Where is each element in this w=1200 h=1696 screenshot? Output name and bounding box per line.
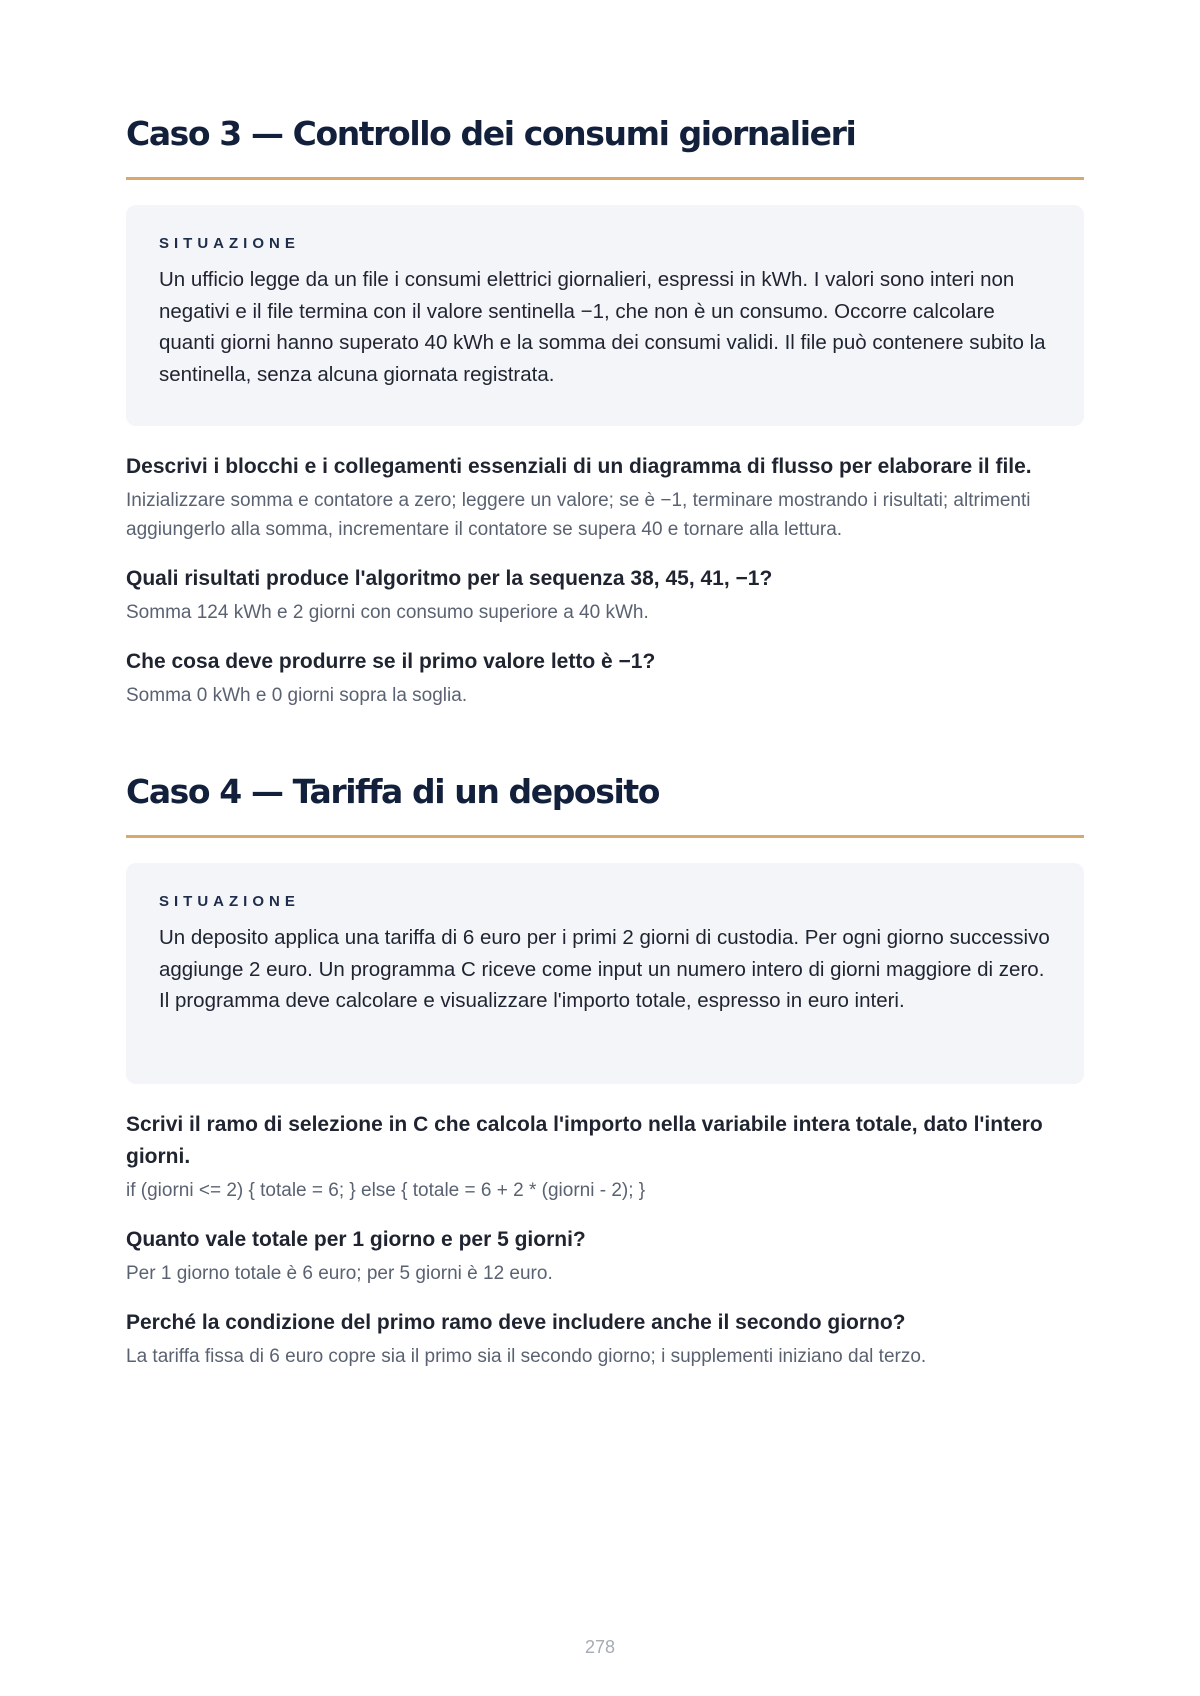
qa-item: [126, 646, 1084, 710]
situation-text: Un ufficio legge da un file i consumi elettrici giornalieri, espressi in kWh. I valori sono interi non negativi e il file termina con il valore sentinella −1, che non è un consumo. Occorre calcolare quanti giorni hanno superato 40 kWh e la somma dei consumi validi. Il file può contenere subito la sentinella, senza alcuna giornata registrata.: [159, 268, 1046, 386]
question: Quali risultati produce l'algoritmo per la sequenza 38, 45, 41, −1?: [126, 567, 773, 590]
title-divider: [126, 177, 1084, 180]
question: Perché la condizione del primo ramo deve includere anche il secondo giorno?: [126, 1311, 906, 1334]
answer: if (giorni <= 2) { totale = 6; } else { totale = 6 + 2 * (giorni - 2); }: [126, 1180, 646, 1201]
answer: Somma 0 kWh e 0 giorni sopra la soglia.: [126, 685, 468, 706]
answer: Per 1 giorno totale è 6 euro; per 5 giorni è 12 euro.: [126, 1263, 553, 1284]
situation-label: SITUAZIONE: [159, 235, 300, 252]
case-section-4: [126, 770, 1084, 1371]
situation-text: Un deposito applica una tariffa di 6 euro per i primi 2 giorni di custodia. Per ogni giorno successivo aggiunge 2 euro. Un programma C riceve come input un numero intero di giorni maggiore di zero. Il programma deve calcolare e visualizzare l'importo totale, espresso in euro interi.: [159, 926, 1050, 1012]
qa-item: [126, 1109, 1084, 1205]
answer: Inizializzare somma e contatore a zero; leggere un valore; se è −1, terminare mostrando i risultati; altrimenti aggiungerlo alla somma, incrementare il contatore se supera 40 e tornare alla lettura.: [126, 490, 1031, 540]
situation-box: [126, 205, 1084, 426]
question: Che cosa deve produrre se il primo valore letto è −1?: [126, 650, 656, 673]
title-divider: [126, 835, 1084, 838]
case-title: Caso 3 — Controllo dei consumi giornalieri: [126, 114, 856, 153]
case-title: Caso 4 — Tariffa di un deposito: [126, 772, 660, 811]
qa-item: [126, 1307, 1084, 1371]
qa-item: [126, 563, 1084, 627]
answer: Somma 124 kWh e 2 giorni con consumo superiore a 40 kWh.: [126, 602, 649, 623]
qa-item: [126, 451, 1084, 544]
answer: La tariffa fissa di 6 euro copre sia il primo sia il secondo giorno; i supplementi iniziano dal terzo.: [126, 1346, 927, 1367]
situation-box: [126, 863, 1084, 1084]
case-section-3: [126, 112, 1084, 710]
situation-label: SITUAZIONE: [159, 893, 300, 910]
question: Descrivi i blocchi e i collegamenti essenziali di un diagramma di flusso per elaborare il file.: [126, 455, 1032, 478]
qa-item: [126, 1224, 1084, 1288]
question: Scrivi il ramo di selezione in C che calcola l'importo nella variabile intera totale, dato l'intero giorni.: [126, 1113, 1043, 1168]
question: Quanto vale totale per 1 giorno e per 5 giorni?: [126, 1228, 586, 1251]
page-number: 278: [584, 1637, 616, 1657]
